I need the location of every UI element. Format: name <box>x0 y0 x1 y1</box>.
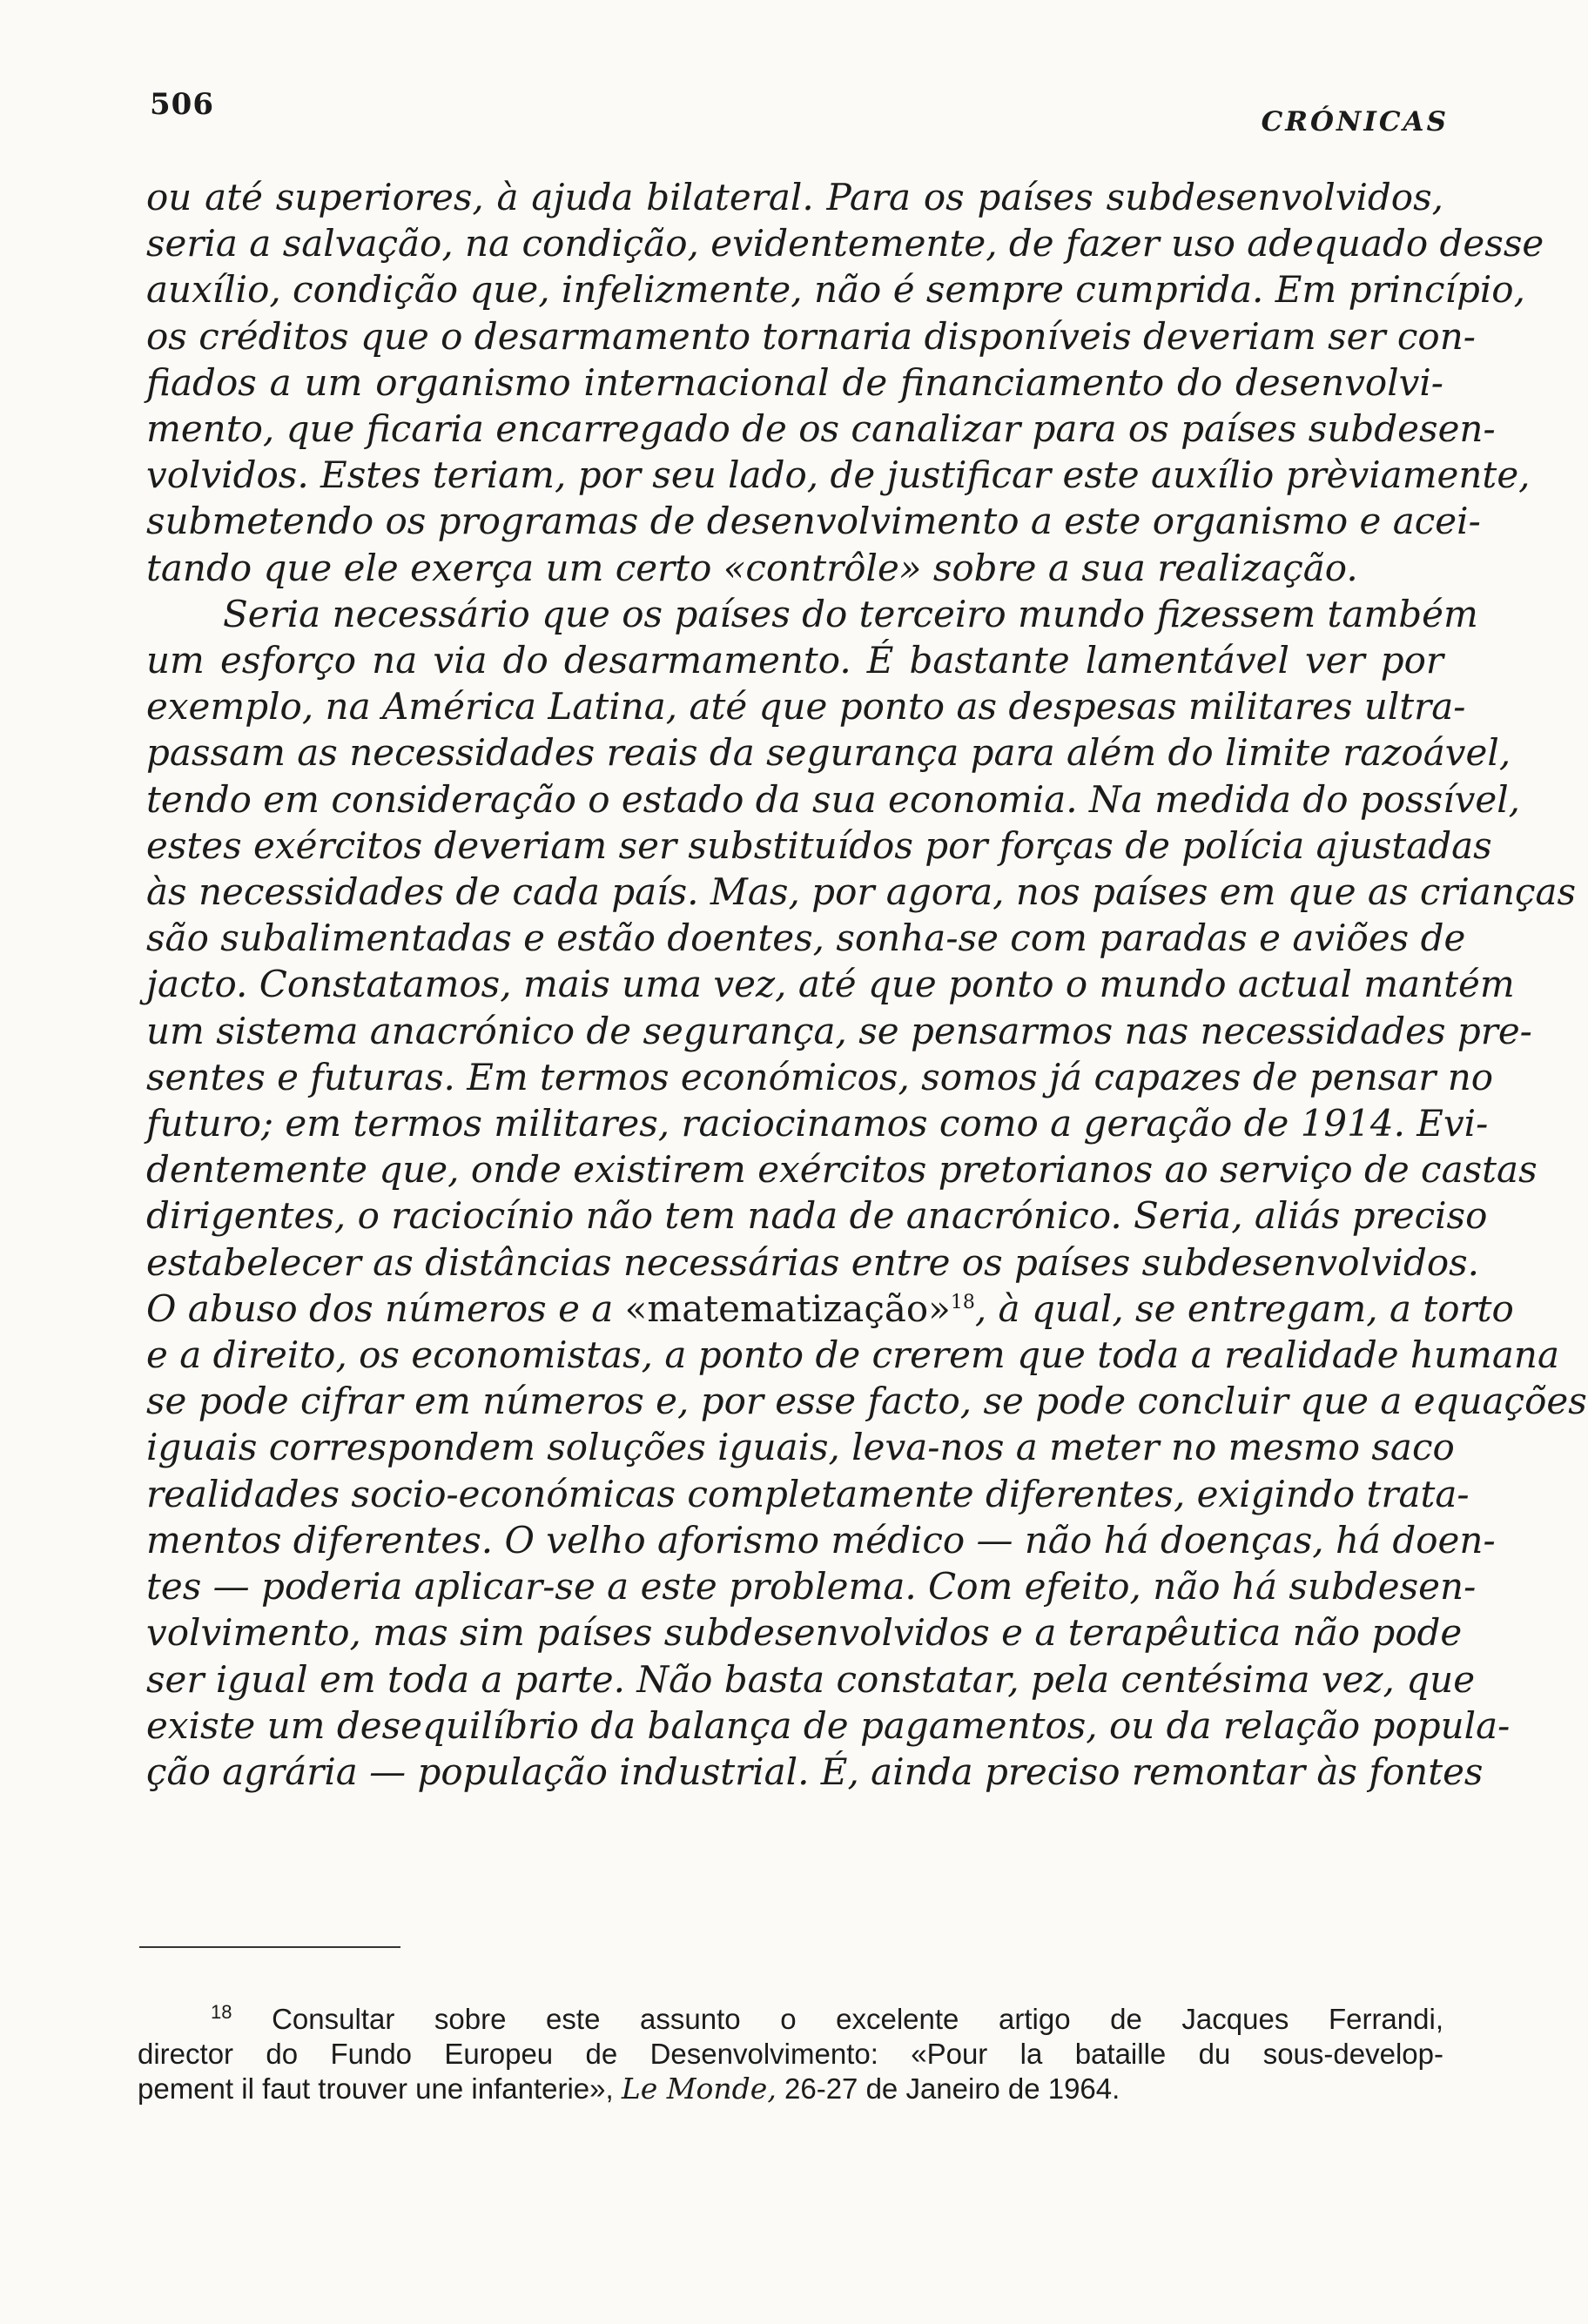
quoted-term: «matematização» <box>624 1286 951 1330</box>
text-line: são subalimentadas e estão doentes, sonha-se com paradas e aviões de <box>146 917 1466 960</box>
text-line: auxílio, condição que, infelizmente, não é sempre cumprida. Em princípio, <box>146 268 1525 312</box>
text-line-footnote-ref <box>146 1286 1514 1332</box>
text-line: dentemente que, onde existirem exércitos pretorianos ao serviço de castas <box>146 1148 1538 1192</box>
footnote-text: pement il faut trouver une infanterie», <box>138 2072 622 2105</box>
page-number: 506 <box>150 87 214 122</box>
text-line: estes exércitos deveriam ser substituídos por forças de polícia ajustadas <box>146 823 1492 867</box>
text-line: jacto. Constatamos, mais uma vez, até que ponto o mundo actual mantém <box>146 963 1515 1006</box>
text-line: futuro; em termos militares, raciocinamos como a geração de 1914. Evi- <box>146 1102 1489 1145</box>
text-line: sentes e futuras. Em termos económicos, somos já capazes de pensar no <box>146 1055 1494 1098</box>
body-text <box>146 174 1587 1795</box>
text-line: volvimento, mas sim países subdesenvolvidos e a terapêutica não pode <box>146 1611 1463 1655</box>
text-line: os créditos que o desarmamento tornaria disponíveis deveriam ser con- <box>146 314 1476 358</box>
text-line: ser igual em toda a parte. Não basta constatar, pela centésima vez, que <box>146 1657 1476 1701</box>
footnote-marker: 18 <box>211 2001 232 2023</box>
text-line: um esforço na via do desarmamento. É bastante lamentável ver por <box>146 639 1443 682</box>
text-line: tendo em consideração o estado da sua economia. Na medida do possível, <box>146 777 1521 821</box>
text-line: submetendo os programas de desenvolvimento a este organismo e acei- <box>146 500 1481 543</box>
text-line: Seria necessário que os países do terceiro mundo fizessem também <box>223 592 1478 635</box>
text-line: tando que ele exerça um certo «contrôle» sobre a sua realização. <box>146 546 1358 589</box>
text-line: passam as necessidades reais da segurança para além do limite razoável, <box>146 731 1511 775</box>
text-fragment: O abuso dos números e a <box>146 1286 625 1330</box>
text-line: mentos diferentes. O velho aforismo médico — não há doenças, há doen- <box>146 1518 1496 1562</box>
text-line: fiados a um organismo internacional de financiamento do desenvolvi- <box>146 360 1443 404</box>
footnote-text: Consultar sobre este assunto o excelente artigo de Jacques Ferrandi, <box>272 2003 1443 2035</box>
running-head: CRÓNICAS <box>1261 106 1449 138</box>
text-line: tes — poderia aplicar-se a este problema. Com efeito, não há subdesen- <box>146 1565 1477 1609</box>
text-line: estabelecer as distâncias necessárias entre os países subdesenvolvidos. <box>146 1240 1480 1284</box>
text-line: exemplo, na América Latina, até que ponto as despesas militares ultra- <box>146 685 1466 729</box>
text-line: realidades socio-económicas completamente diferentes, exigindo trata- <box>146 1472 1470 1515</box>
footnote-line: director do Fundo Europeu de Desenvolvimento: «Pour la bataille du sous-develop- <box>138 2038 1443 2070</box>
text-line: às necessidades de cada país. Mas, por agora, nos países em que as crianças <box>146 870 1577 914</box>
footnote-text: 26-27 de Janeiro de 1964. <box>776 2072 1120 2105</box>
text-line: iguais correspondem soluções iguais, leva-nos a meter no mesmo saco <box>146 1426 1455 1469</box>
text-line: ou até superiores, à ajuda bilateral. Para os países subdesenvolvidos, <box>146 176 1443 218</box>
text-line: mento, que ficaria encarregado de os canalizar para os países subdesen- <box>146 407 1496 451</box>
text-line: existe um desequilíbrio da balança de pagamentos, ou da relação popula- <box>146 1703 1511 1747</box>
text-line: se pode cifrar em números e, por esse facto, se pode concluir que a equações <box>146 1380 1587 1423</box>
text-line: um sistema anacrónico de segurança, se pensarmos nas necessidades pre- <box>146 1009 1532 1052</box>
footnote-ref-18[interactable]: 18 <box>950 1291 975 1313</box>
footnote-divider <box>139 1946 400 1948</box>
footnote-line <box>138 2072 1443 2106</box>
text-line: dirigentes, o raciocínio não tem nada de anacrónico. Seria, aliás preciso <box>146 1194 1488 1238</box>
footnote-18 <box>138 2002 1443 2106</box>
text-line: ção agrária — população industrial. É, ainda preciso remontar às fontes <box>146 1750 1484 1793</box>
text-line: seria a salvação, na condição, evidentemente, de fazer uso adequado desse <box>146 222 1544 265</box>
text-line: volvidos. Estes teriam, por seu lado, de justificar este auxílio prèviamente, <box>146 453 1531 497</box>
footnote-line <box>138 2002 1443 2037</box>
text-line: e a direito, os economistas, a ponto de crerem que toda a realidade humana <box>146 1333 1559 1377</box>
journal-title: Le Monde, <box>621 2072 777 2106</box>
text-fragment: , à qual, se entregam, a torto <box>974 1286 1514 1330</box>
